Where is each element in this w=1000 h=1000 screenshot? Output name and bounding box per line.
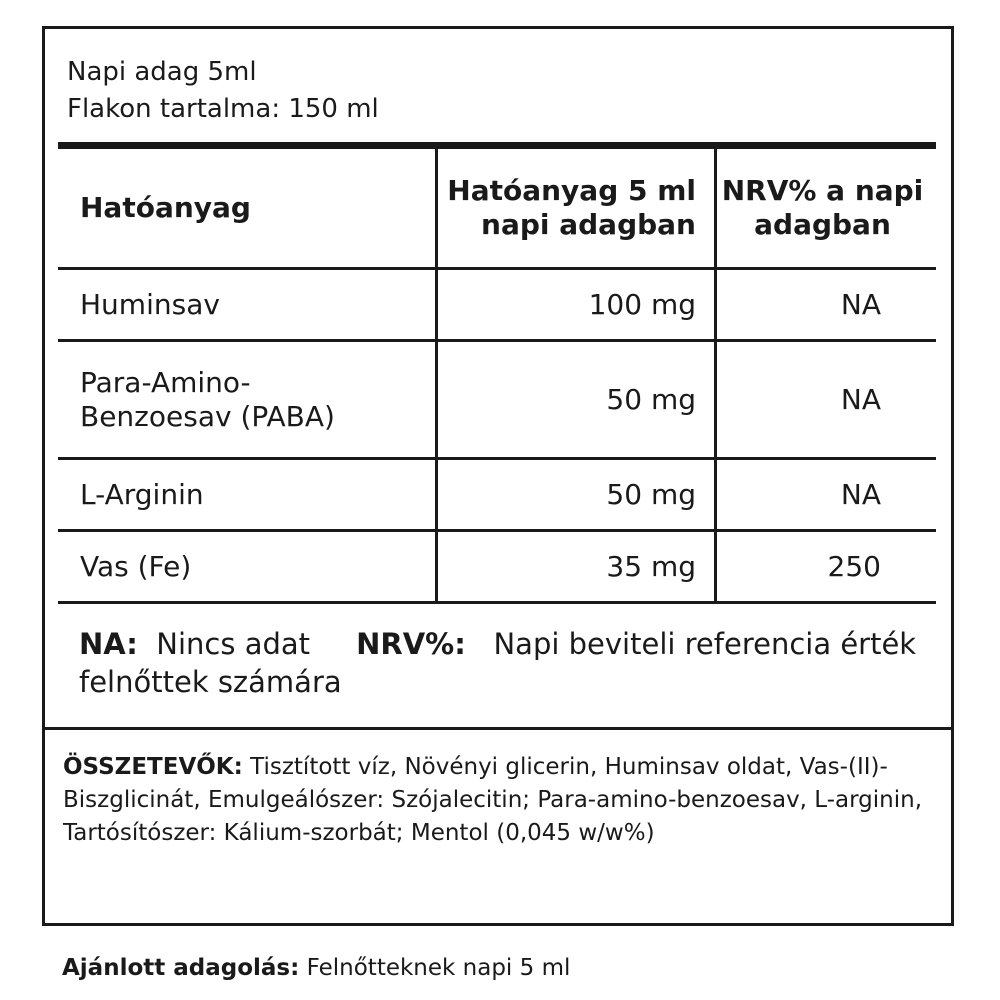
recommended-dosage: [62, 953, 570, 983]
dosage-text: Felnőtteknek napi 5 ml: [306, 955, 571, 981]
na-definition: Nincs adat: [156, 627, 311, 661]
header-active-ingredient: Hatóanyag: [80, 191, 251, 224]
ingredient-nrv: NA: [716, 341, 937, 459]
ingredients-text: Tisztított víz, Növényi glicerin, Huminsav oldat, Vas-(II)-Biszglicinát, Emulgeálószer: Szójalecitin; Para-amino-benzoesav, L-arginin, Tartósítószer: Kálium-szorbát; Mentol (0,045 w/w%): [63, 754, 923, 846]
bottle-content-text: Flakon tartalma: 150 ml: [67, 94, 379, 124]
ingredient-name: Huminsav: [80, 287, 220, 321]
ingredient-amount: 50 mg: [437, 459, 716, 531]
ingredient-amount: 100 mg: [437, 269, 716, 341]
nrv-term: NRV%:: [356, 627, 466, 661]
ingredient-nrv: 250: [716, 531, 937, 603]
table-row: [58, 531, 936, 603]
section-divider: [45, 727, 951, 730]
ingredients-section: [63, 751, 933, 850]
na-term: NA:: [79, 627, 138, 661]
ingredient-nrv: NA: [716, 459, 937, 531]
label-box: [42, 26, 954, 926]
daily-dose-text: Napi adag 5ml: [67, 57, 257, 87]
table-row: [58, 269, 936, 341]
ingredient-name: Para-Amino-Benzoesav (PABA): [80, 365, 335, 433]
ingredient-name: L-Arginin: [80, 477, 204, 511]
ingredient-table: [58, 142, 936, 604]
header-amount: Hatóanyag 5 ml napi adagban: [437, 146, 716, 269]
nrv-definition: Napi beviteli referencia érték felnőttek számára: [79, 627, 917, 699]
table-row: [58, 459, 936, 531]
ingredient-nrv: NA: [716, 269, 937, 341]
ingredients-label: ÖSSZETEVŐK:: [63, 754, 243, 780]
ingredient-amount: 35 mg: [437, 531, 716, 603]
table-header-row: [58, 146, 936, 269]
header-nrv: NRV% a napi adagban: [716, 146, 937, 269]
legend: [79, 625, 919, 701]
ingredient-amount: 50 mg: [437, 341, 716, 459]
ingredient-name: Vas (Fe): [80, 549, 192, 583]
table-row: [58, 341, 936, 459]
dosage-label: Ajánlott adagolás:: [62, 955, 300, 981]
